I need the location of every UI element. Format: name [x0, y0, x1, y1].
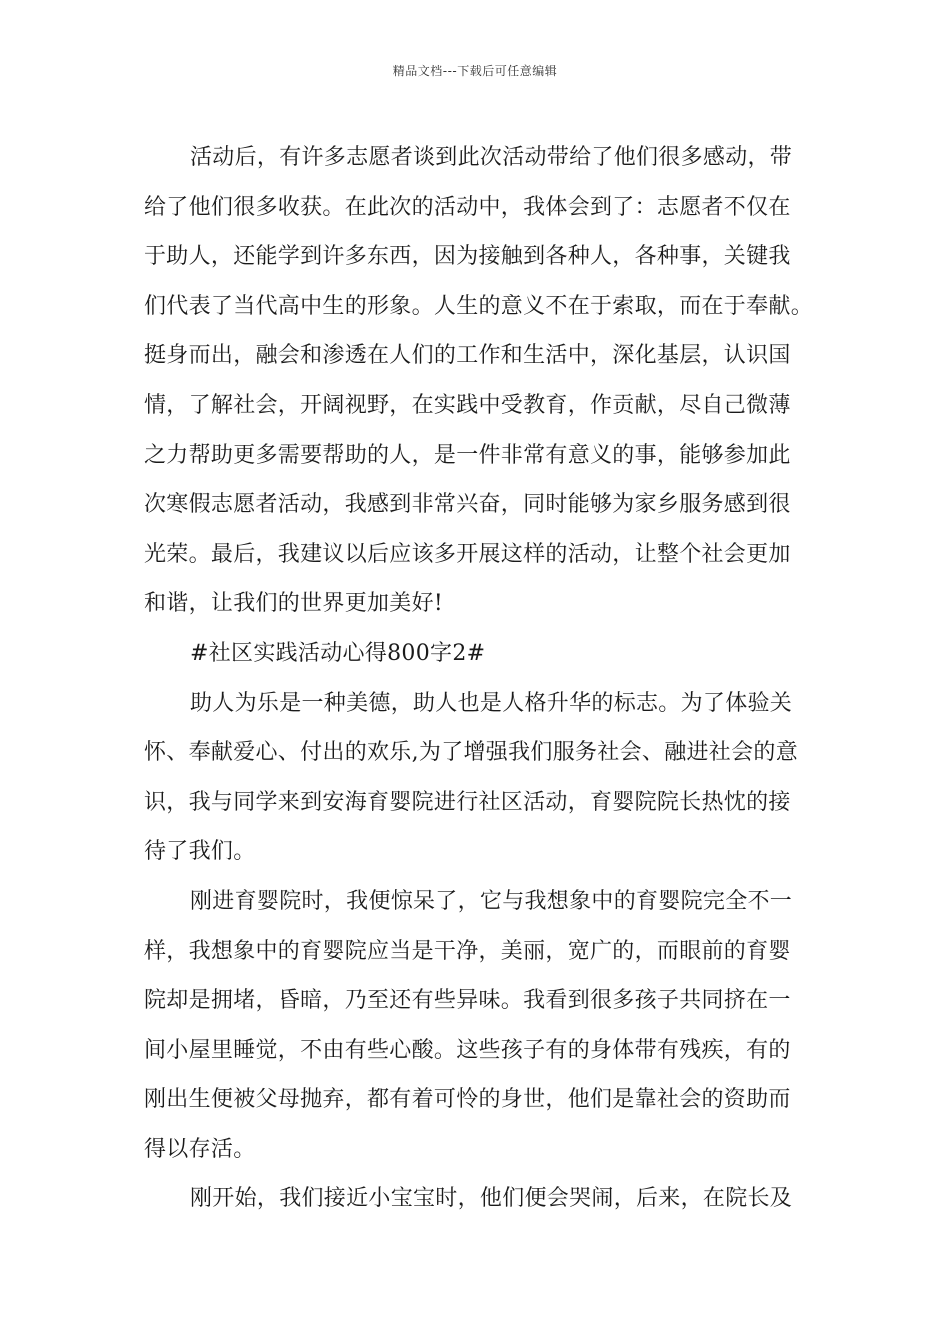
text-line: 样，我想象中的育婴院应当是干净，美丽，宽广的，而眼前的育婴 [144, 938, 791, 964]
text-line: 之力帮助更多需要帮助的人，是一件非常有意义的事，能够参加此 [144, 442, 791, 468]
text-line: 情，了解社会，开阔视野，在实践中受教育，作贡献，尽自己微薄 [144, 392, 791, 418]
text-line: 院却是拥堵，昏暗，乃至还有些异味。我看到很多孩子共同挤在一 [144, 988, 791, 1014]
text-line: 于助人，还能学到许多东西，因为接触到各种人，各种事，关键我 [144, 244, 791, 270]
text-line: #社区实践活动心得800字2# [190, 640, 486, 666]
text-line: 次寒假志愿者活动，我感到非常兴奋，同时能够为家乡服务感到很 [144, 492, 791, 518]
text-line: 刚开始，我们接近小宝宝时，他们便会哭闹，后来，在院长及 [190, 1186, 793, 1212]
text-line: 活动后，有许多志愿者谈到此次活动带给了他们很多感动，带 [190, 145, 793, 170]
document-body [144, 133, 814, 1224]
text-line: 得以存活。 [144, 1136, 256, 1162]
text-line: 挺身而出，融会和渗透在人们的工作和生活中，深化基层，认识国 [144, 343, 791, 369]
text-line: 助人为乐是一种美德，助人也是人格升华的标志。为了体验关 [190, 690, 793, 716]
text-line: 待了我们。 [144, 839, 256, 865]
text-line: 识，我与同学来到安海育婴院进行社区活动，育婴院院长热忱的接 [144, 789, 791, 815]
text-line: 刚进育婴院时，我便惊呆了，它与我想象中的育婴院完全不一 [190, 888, 793, 914]
text-line: 间小屋里睡觉，不由有些心酸。这些孩子有的身体带有残疾，有的 [144, 1037, 791, 1063]
text-line: 怀、奉献爱心、付出的欢乐,为了增强我们服务社会、融进社会的意 [144, 740, 798, 766]
text-line: 光荣。最后，我建议以后应该多开展这样的活动，让整个社会更加 [144, 541, 791, 567]
text-line: 们代表了当代高中生的形象。人生的意义不在于索取，而在于奉献。 [144, 293, 814, 319]
page-header: 精品文档---下载后可任意编辑 [392, 64, 558, 78]
text-line: 刚出生便被父母抛弃，都有着可怜的身世，他们是靠社会的资助而 [144, 1087, 791, 1113]
text-line: 给了他们很多收获。在此次的活动中，我体会到了：志愿者不仅在 [144, 194, 791, 220]
text-line: 和谐，让我们的世界更加美好! [144, 591, 444, 617]
